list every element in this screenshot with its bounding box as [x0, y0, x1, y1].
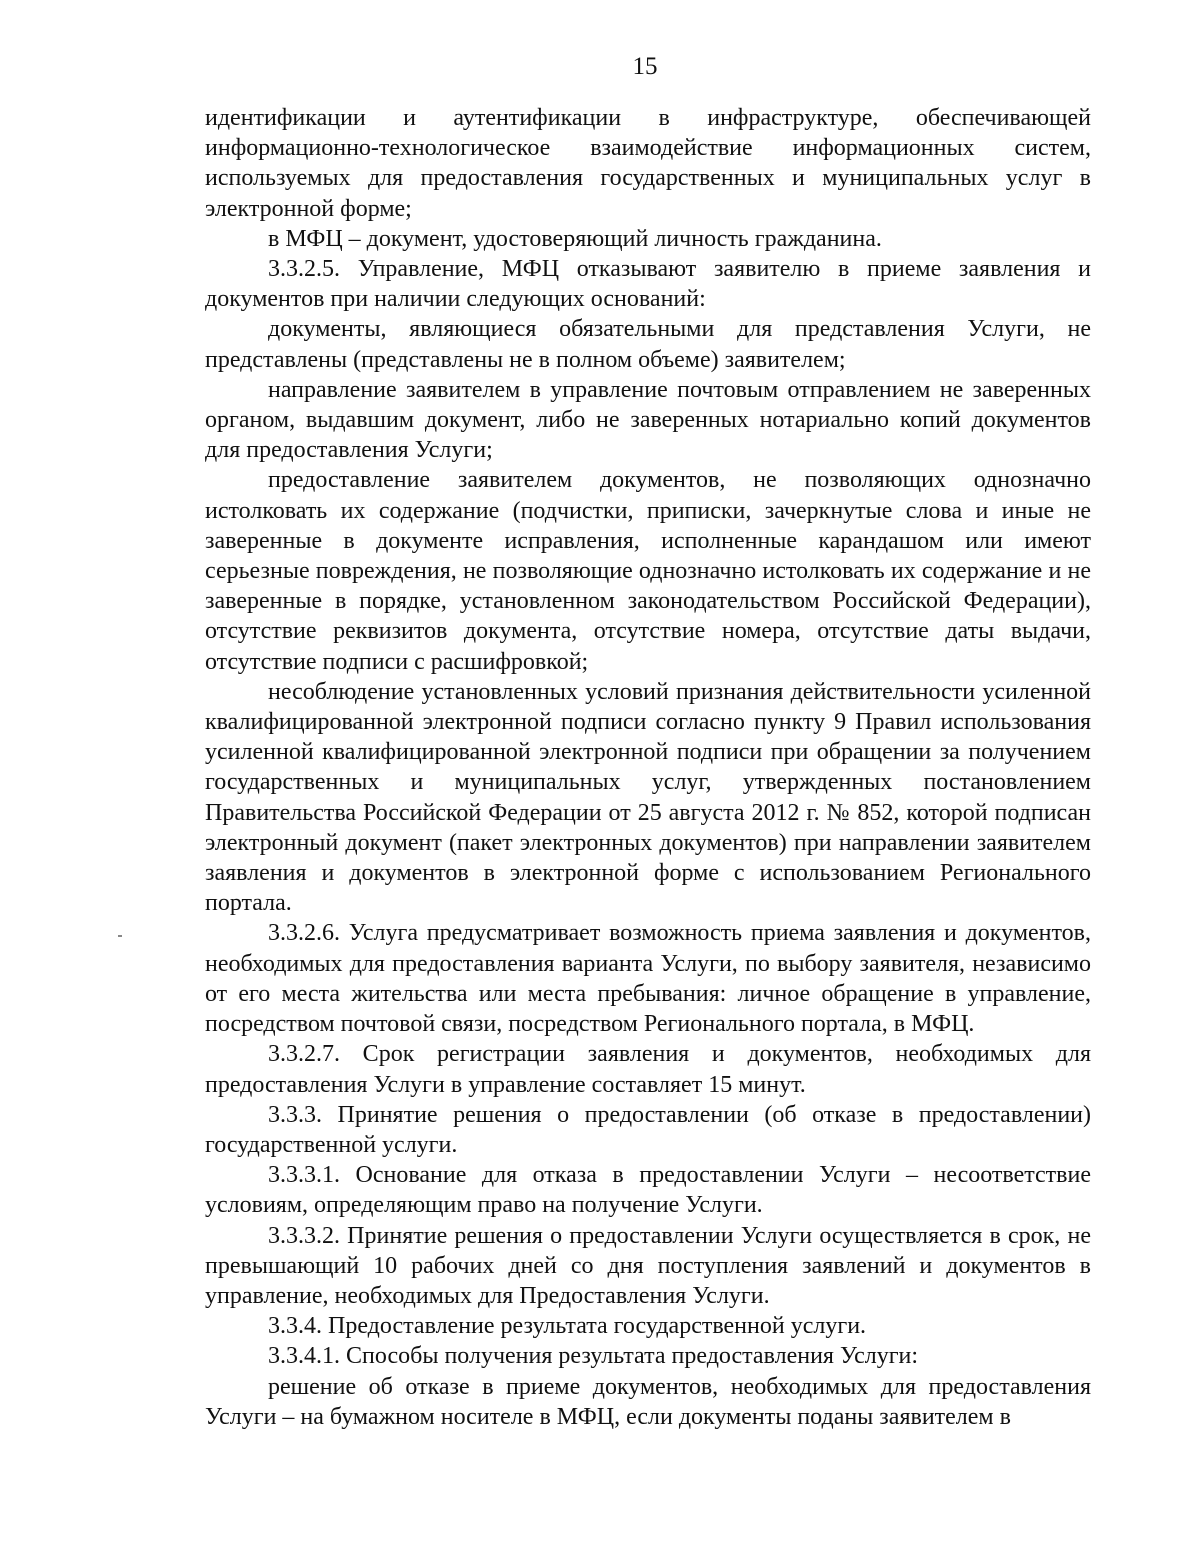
paragraph: документы, являющиеся обязательными для представления Услуги, не представлены (представлены не в полном объеме) заявителем;: [205, 316, 1091, 373]
paragraph: решение об отказе в приеме документов, необходимых для предоставления Услуги – на бумажном носителе в МФЦ, если документы поданы заявителем в: [205, 1373, 1091, 1430]
paragraph: предоставление заявителем документов, не позволяющих однозначно истолковать их содержание (подчистки, приписки, зачеркнутые слова и иные не заверенные в документе исправления, исполненные карандашом или имеют серьезные повреждения, не позволяющие однозначно истолковать их содержание и не заверенные в порядке, установленном законодательством Российской Федерации), отсутствие реквизитов документа, отсутствие номера, отсутствие даты выдачи, отсутствие подписи с расшифровкой;: [205, 467, 1091, 675]
paragraph: 3.3.2.6. Услуга предусматривает возможность приема заявления и документов, необходимых для предоставления варианта Услуги, по выбору заявителя, независимо от его места жительства или места пребывания: личное обращение в управление, посредством почтовой связи, посредством Регионального портала, в МФЦ.: [205, 920, 1091, 1038]
paragraph: 3.3.4. Предоставление результата государственной услуги.: [268, 1313, 867, 1340]
paragraph: в МФЦ – документ, удостоверяющий личность гражданина.: [268, 225, 882, 252]
paragraph: 3.3.2.5. Управление, МФЦ отказывают заявителю в приеме заявления и документов при наличии следующих оснований:: [205, 256, 1091, 313]
paragraph: 3.3.3.2. Принятие решения о предоставлении Услуги осуществляется в срок, не превышающий 10 рабочих дней со дня поступления заявлений и документов в управление, необходимых для Предоставления Услуги.: [205, 1222, 1091, 1309]
paragraph: идентификации и аутентификации в инфраструктуре, обеспечивающей информационно-технологическое взаимодействие информационных систем, используемых для предоставления государственных и муниципальных услуг в электронной форме;: [205, 105, 1091, 222]
margin-mark: [118, 935, 122, 937]
document-body: [205, 103, 1091, 1432]
paragraph: 3.3.3. Принятие решения о предоставлении (об отказе в предоставлении) государственной услуги.: [205, 1101, 1091, 1158]
paragraph: направление заявителем в управление почтовым отправлением не заверенных органом, выдавшим документ, либо не заверенных нотариально копий документов для предоставления Услуги;: [205, 376, 1091, 464]
paragraph: 3.3.2.7. Срок регистрации заявления и документов, необходимых для предоставления Услуги в управление составляет 15 минут.: [205, 1041, 1091, 1098]
paragraph: несоблюдение установленных условий признания действительности усиленной квалифицированной электронной подписи согласно пункту 9 Правил использования усиленной квалифицированной электронной подписи при обращении за получением государственных и муниципальных услуг, утвержденных постановлением Правительства Российской Федерации от 25 августа 2012 г. № 852, которой подписан электронный документ (пакет электронных документов) при направлении заявителем заявления и документов в электронной форме с использованием Регионального портала.: [205, 678, 1091, 917]
paragraph: 3.3.4.1. Способы получения результата предоставления Услуги:: [268, 1343, 919, 1370]
page-number: 15: [632, 53, 658, 80]
paragraph: 3.3.3.1. Основание для отказа в предоставлении Услуги – несоответствие условиям, определяющим право на получение Услуги.: [205, 1162, 1091, 1219]
